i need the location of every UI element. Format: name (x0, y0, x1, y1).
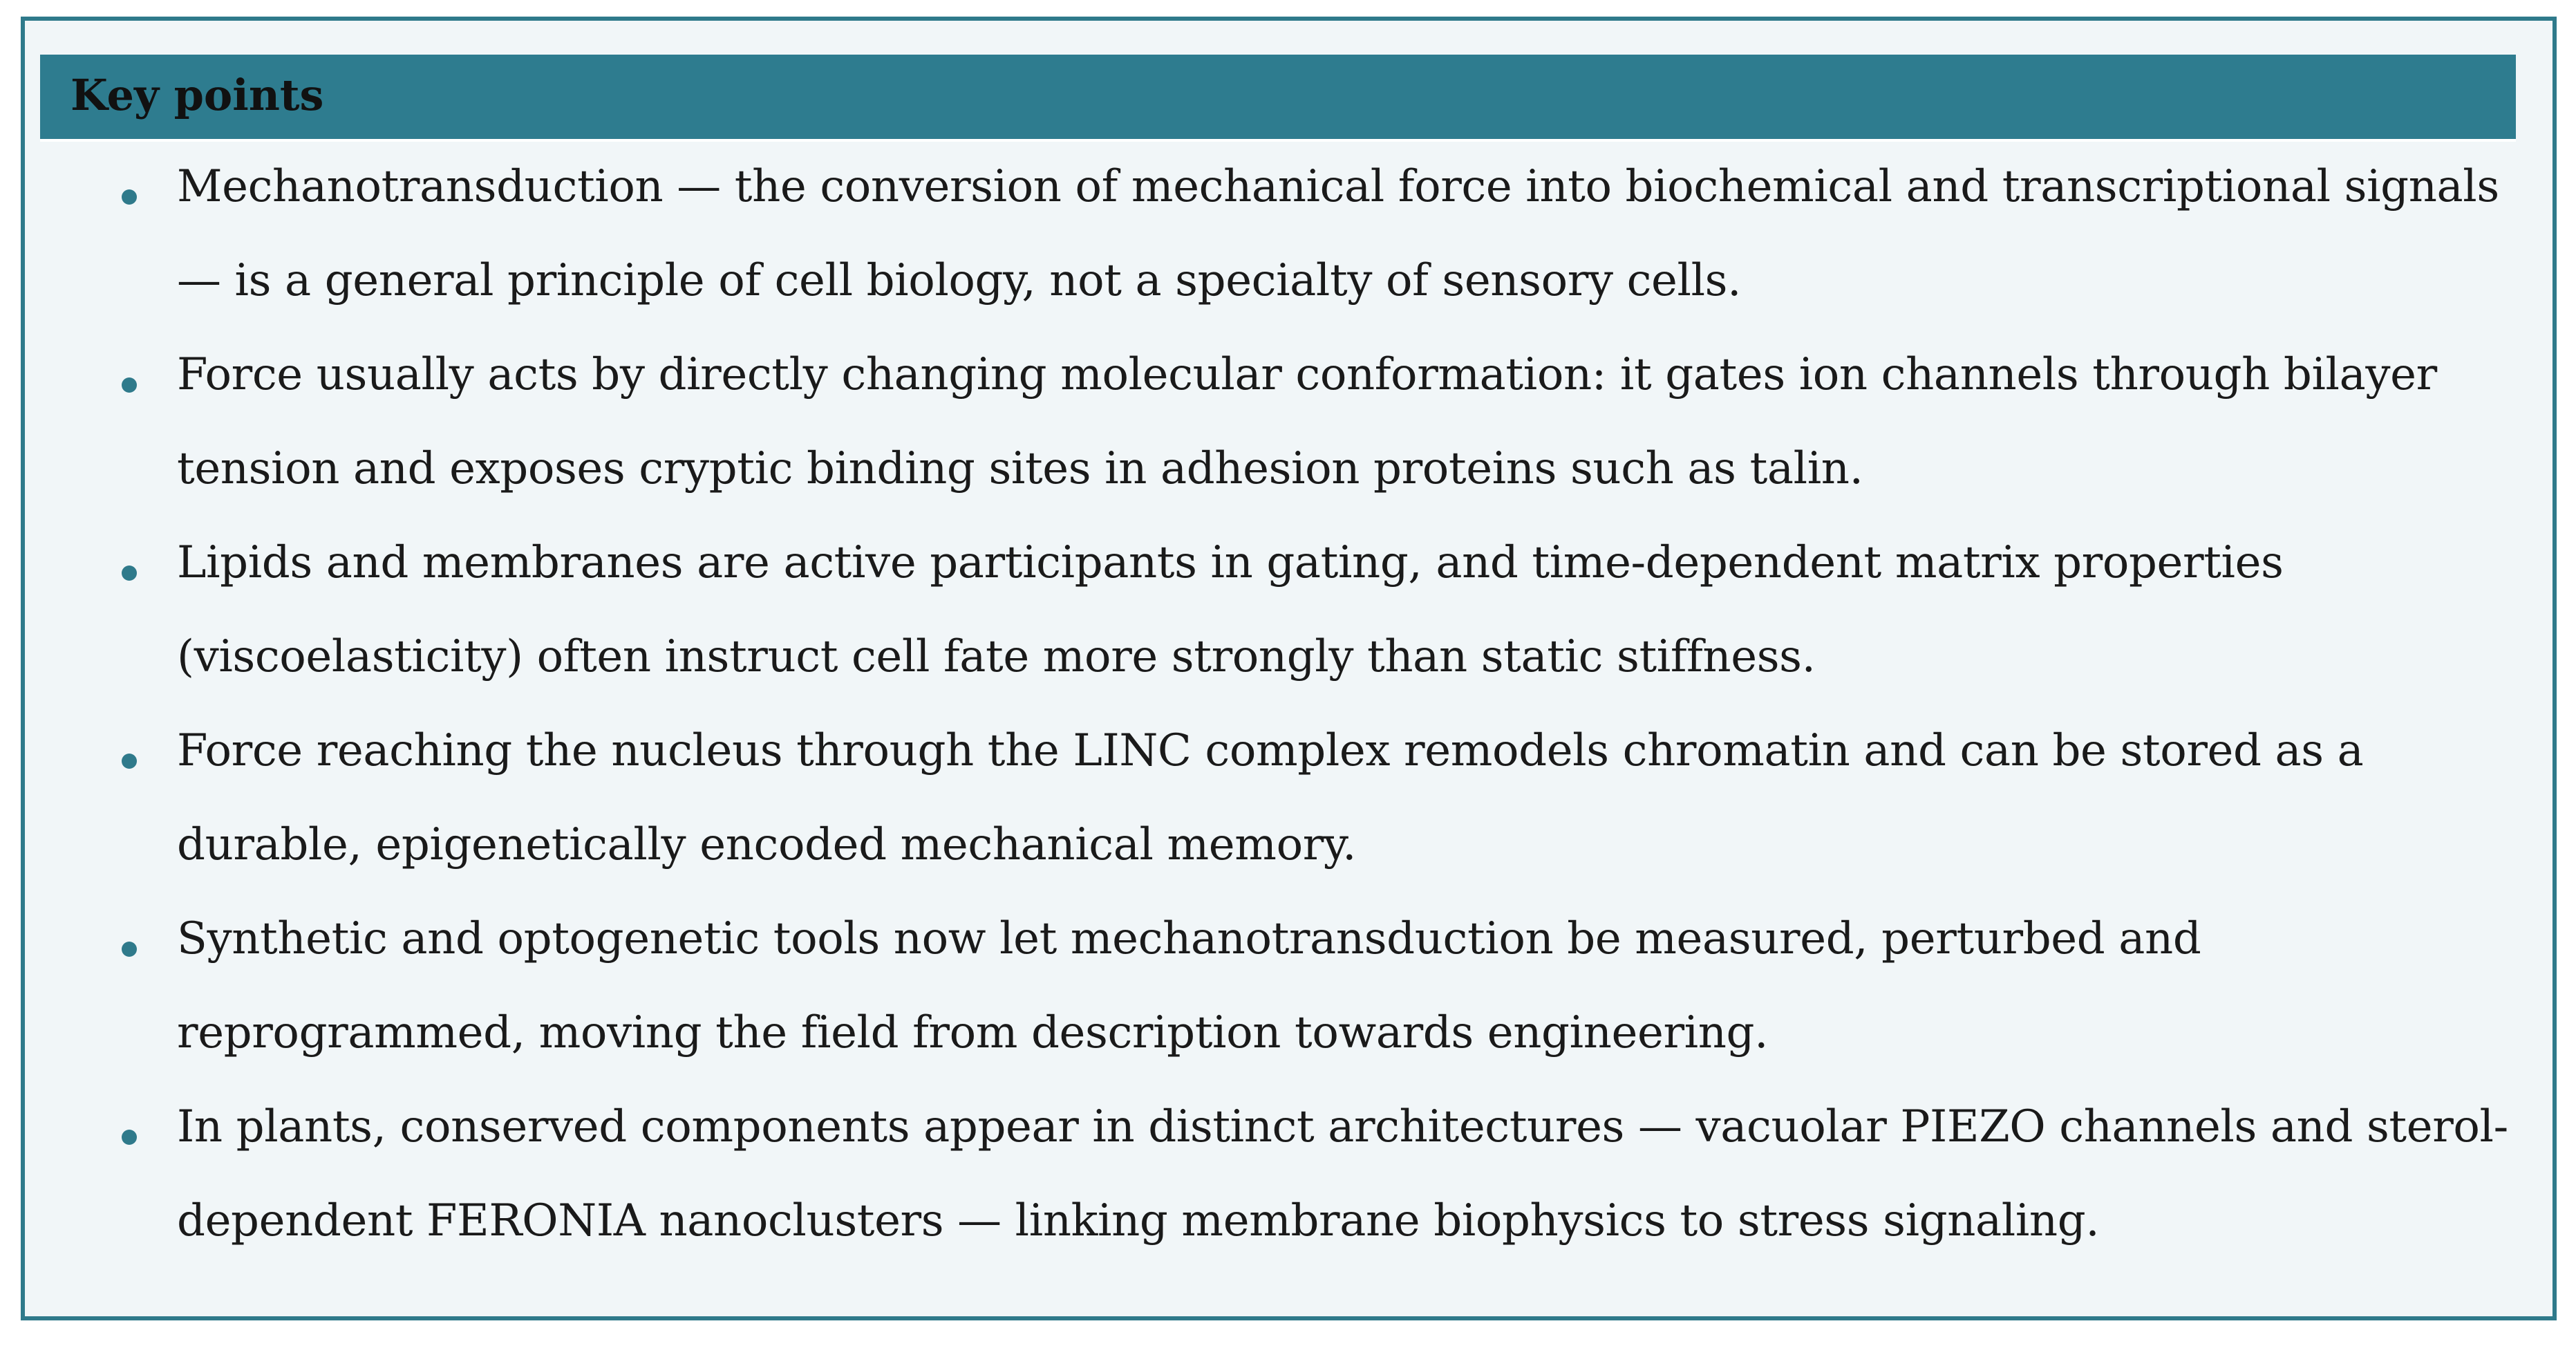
key-point-text: Force reaching the nucleus through the LINC complex remodels chromatin and can be stored as a durable, epigenetically encoded mechanical memory. (177, 725, 2364, 870)
key-points-title: Key points (70, 70, 324, 120)
key-point-text: Force usually acts by directly changing molecular conformation: it gates ion channels through bilayer tension and exposes cryptic binding sites in adhesion proteins such as talin. (177, 349, 2437, 494)
bullet-dot-icon (122, 1130, 137, 1145)
key-point-text: Lipids and membranes are active participants in gating, and time-dependent matrix properties (viscoelasticity) often instruct cell fate more strongly than static stiffness. (177, 537, 2284, 682)
key-point-text: Mechanotransduction — the conversion of mechanical force into biochemical and transcriptional signals — is a general principle of cell biology, not a specialty of sensory cells. (177, 161, 2499, 306)
bullet-dot-icon (122, 754, 137, 769)
key-points-header (40, 55, 2516, 142)
key-point-text: Synthetic and optogenetic tools now let mechanotransduction be measured, perturbed and reprogrammed, moving the field from description towards engineering. (177, 913, 2201, 1058)
bullet-dot-icon (122, 189, 137, 205)
bullet-dot-icon (122, 565, 137, 581)
key-point-text: In plants, conserved components appear in distinct architectures — vacuolar PIEZO channels and sterol-dependent FERONIA nanoclusters — linking membrane biophysics to stress signaling. (177, 1101, 2508, 1246)
list-item (0, 1101, 2576, 1300)
key-points-list (0, 161, 2576, 1300)
bullet-dot-icon (122, 942, 137, 957)
bullet-dot-icon (122, 377, 137, 393)
